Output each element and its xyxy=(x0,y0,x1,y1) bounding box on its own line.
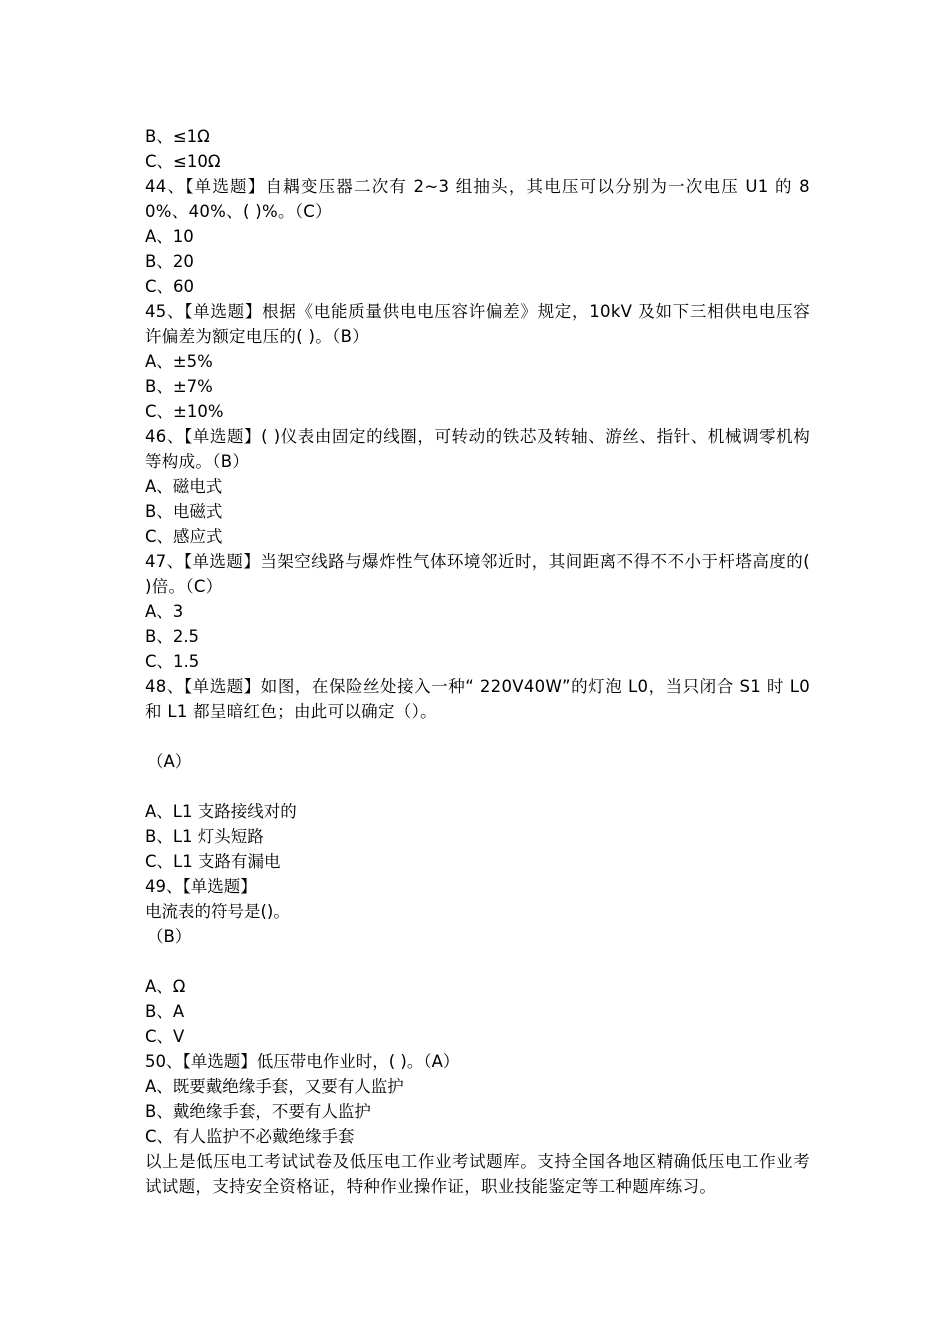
question-45-option-a: A、±5% xyxy=(145,352,213,371)
question-50-stem: 50、【单选题】低压带电作业时，( )。（A） xyxy=(145,1052,460,1071)
question-47-option-b: B、2.5 xyxy=(145,627,200,646)
blank-line xyxy=(145,774,810,799)
question-48-option-c: C、L1 支路有漏电 xyxy=(145,852,281,871)
question-50-option-c: C、有人监护不必戴绝缘手套 xyxy=(145,1127,355,1146)
question-44-option-b: B、20 xyxy=(145,252,194,271)
question-50-option-a: A、既要戴绝缘手套，又要有人监护 xyxy=(145,1077,404,1096)
question-50-option-b: B、戴绝缘手套，不要有人监护 xyxy=(145,1102,371,1121)
question-49-answer: （B） xyxy=(147,927,192,946)
question-49-stem: 电流表的符号是()。 xyxy=(145,902,290,921)
question-47-stem: 47、【单选题】当架空线路与爆炸性气体环境邻近时，其间距离不得不不小于杆塔高度的( )倍。（C） xyxy=(145,552,810,596)
question-47-option-a: A、3 xyxy=(145,602,184,621)
option-c-prev: C、≤10Ω xyxy=(145,152,221,171)
question-47-option-c: C、1.5 xyxy=(145,652,200,671)
question-46-option-b: B、电磁式 xyxy=(145,502,223,521)
question-46-option-a: A、磁电式 xyxy=(145,477,223,496)
question-49-option-a: A、Ω xyxy=(145,977,186,996)
option-b-prev: B、≤1Ω xyxy=(145,127,210,146)
question-49-option-b: B、A xyxy=(145,1002,185,1021)
footer-paragraph: 以上是低压电工考试试卷及低压电工作业考试题库。支持全国各地区精确低压电工作业考试试题，支持安全资格证，特种作业操作证，职业技能鉴定等工种题库练习。 xyxy=(145,1152,810,1196)
question-46-option-c: C、感应式 xyxy=(145,527,223,546)
question-45-stem: 45、【单选题】根据《电能质量供电电压容许偏差》规定，10kV 及如下三相供电电压容许偏差为额定电压的( )。（B） xyxy=(145,302,810,346)
blank-line xyxy=(145,949,810,974)
question-45-option-c: C、±10% xyxy=(145,402,224,421)
question-49-head: 49、【单选题】 xyxy=(145,877,257,896)
question-48-option-b: B、L1 灯头短路 xyxy=(145,827,264,846)
question-48-option-a: A、L1 支路接线对的 xyxy=(145,802,297,821)
question-49-option-c: C、V xyxy=(145,1027,185,1046)
document-body xyxy=(145,124,810,1199)
question-46-stem: 46、【单选题】( )仪表由固定的线圈，可转动的铁芯及转轴、游丝、指针、机械调零机构等构成。（B） xyxy=(145,427,810,471)
question-44-stem: 44、【单选题】自耦变压器二次有 2~3 组抽头，其电压可以分别为一次电压 U1 的 80%、40%、( )%。（C） xyxy=(145,177,810,221)
question-48-answer: （A） xyxy=(147,752,192,771)
blank-line xyxy=(145,724,810,749)
question-48-stem: 48、【单选题】如图，在保险丝处接入一种“ 220V40W”的灯泡 L0，当只闭合 S1 时 L0 和 L1 都呈暗红色；由此可以确定（）。 xyxy=(145,677,810,721)
question-44-option-a: A、10 xyxy=(145,227,194,246)
question-45-option-b: B、±7% xyxy=(145,377,213,396)
question-44-option-c: C、60 xyxy=(145,277,195,296)
